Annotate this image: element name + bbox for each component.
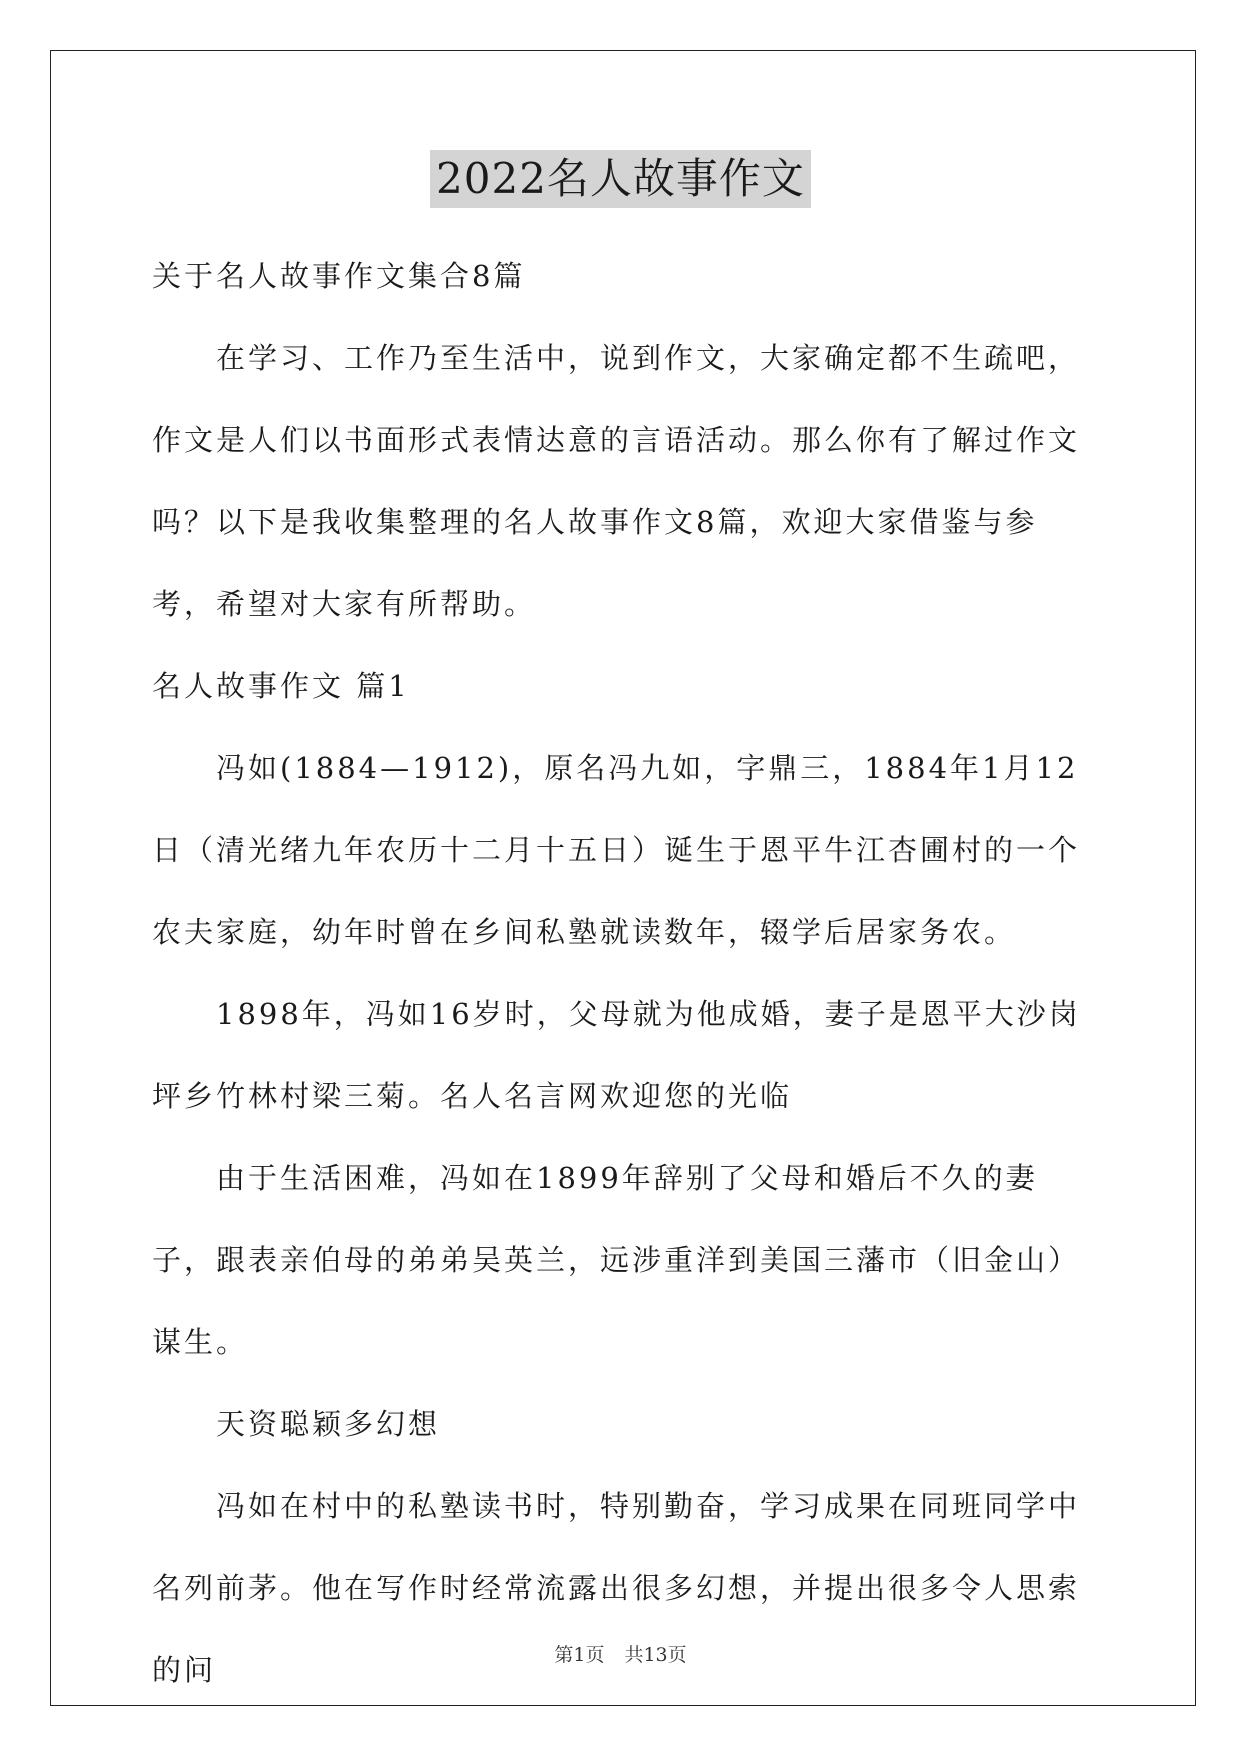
- intro-paragraph: 在学习、工作乃至生活中，说到作文，大家确定都不生疏吧，作文是人们以书面形式表情达意的言语活动。那么你有了解过作文吗？以下是我收集整理的名人故事作文8篇，欢迎大家借鉴与参考，希望对大家有所帮助。: [152, 341, 1081, 621]
- section-heading: 名人故事作文 篇1: [152, 669, 410, 703]
- page-total: 共13页: [624, 1644, 687, 1666]
- subsection-heading: 天资聪颖多幻想: [216, 1407, 441, 1441]
- document-title-text: 2022名人故事作文: [430, 150, 811, 208]
- document-body: [152, 235, 1092, 1711]
- document-title: [0, 150, 1241, 208]
- subtitle: 关于名人故事作文集合8篇: [152, 259, 526, 293]
- body-paragraph: 由于生活困难，冯如在1899年辞别了父母和婚后不久的妻子，跟表亲伯母的弟弟吴英兰，远涉重洋到美国三藩市（旧金山）谋生。: [152, 1161, 1081, 1359]
- page-footer: [0, 1640, 1241, 1667]
- page-number: 第1页: [554, 1644, 605, 1666]
- body-paragraph: 冯如(1884—1912)，原名冯九如，字鼎三，1884年1月12日（清光绪九年农历十二月十五日）诞生于恩平牛江杏圃村的一个农夫家庭，幼年时曾在乡间私塾就读数年，辍学后居家务农。: [152, 751, 1081, 949]
- body-paragraph: 冯如在村中的私塾读书时，特别勤奋，学习成果在同班同学中名列前茅。他在写作时经常流露出很多幻想，并提出很多令人思索的问: [152, 1489, 1081, 1687]
- body-paragraph: 1898年，冯如16岁时，父母就为他成婚，妻子是恩平大沙岗坪乡竹林村梁三菊。名人名言网欢迎您的光临: [152, 997, 1081, 1113]
